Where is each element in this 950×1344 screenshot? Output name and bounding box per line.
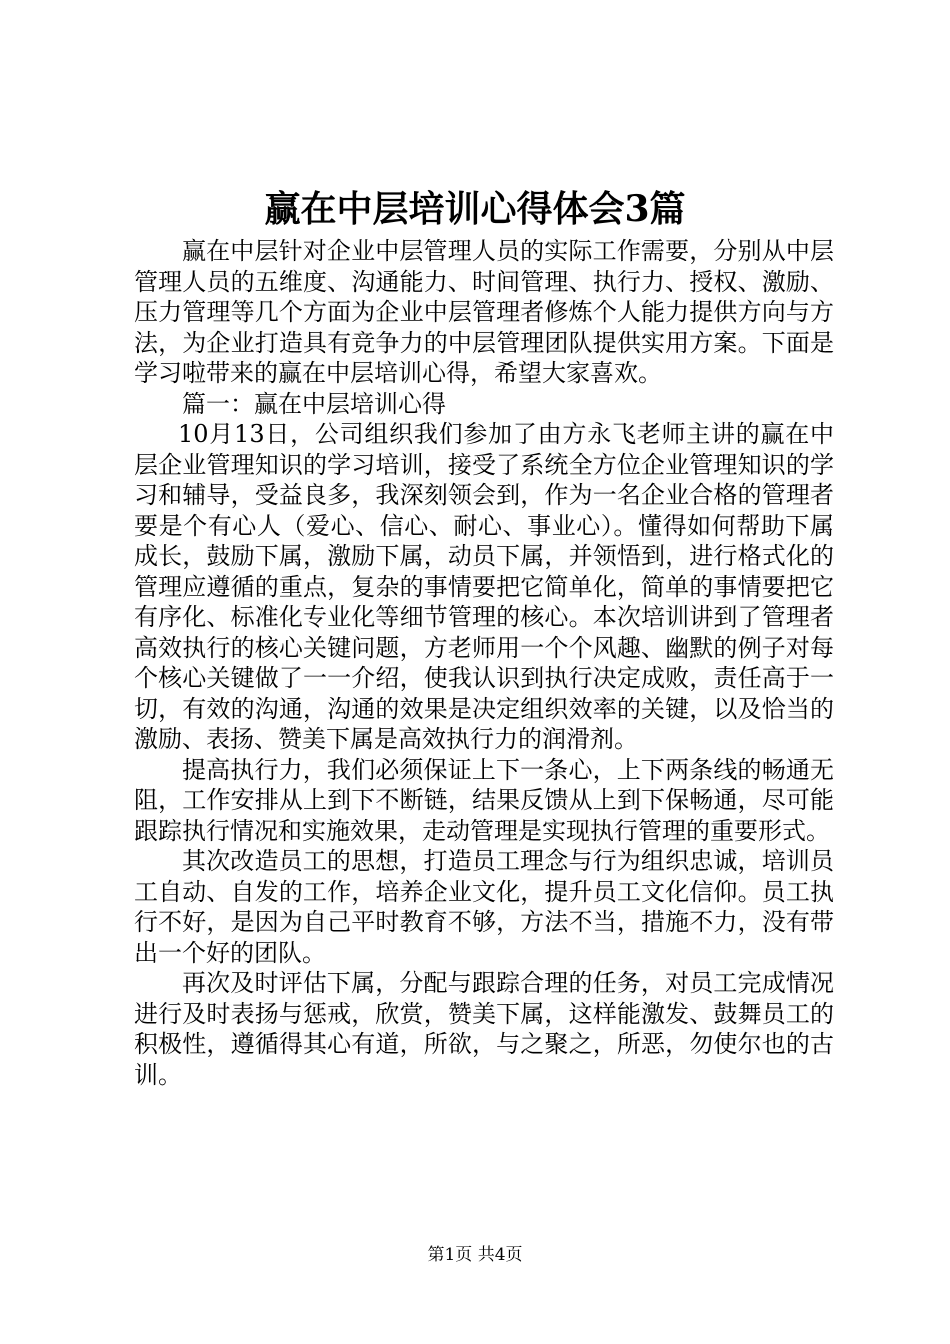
document-title: 赢在中层培训心得体会3篇: [264, 188, 686, 230]
document-body: [134, 236, 834, 1090]
body-paragraph: 提高执行力，我们必须保证上下一条心，上下两条线的畅通无阻，工作安排从上到下不断链，结果反馈从上到下保畅通，尽可能跟踪执行情况和实施效果，走动管理是实现执行管理的重要形式。: [134, 755, 834, 845]
body-paragraph: 10月13日，公司组织我们参加了由方永飞老师主讲的赢在中层企业管理知识的学习培训，接受了系统全方位企业管理知识的学习和辅导，受益良多，我深刻领会到，作为一名企业合格的管理者要是个有心人（爱心、信心、耐心、事业心）。懂得如何帮助下属成长，鼓励下属，激励下属，动员下属，并领悟到，进行格式化的管理应遵循的重点，复杂的事情要把它简单化，简单的事情要把它有序化、标准化专业化等细节管理的核心。本次培训讲到了管理者高效执行的核心关键问题，方老师用一个个风趣、幽默的例子对每个核心关键做了一一介绍，使我认识到执行决定成败，责任高于一切，有效的沟通，沟通的效果是决定组织效率的关键，以及恰当的激励、表扬、赞美下属是高效执行力的润滑剂。: [134, 420, 834, 753]
section-heading: 篇一：赢在中层培训心得: [182, 389, 446, 418]
body-paragraph: 其次改造员工的思想，打造员工理念与行为组织忠诚，培训员工自动、自发的工作，培养企业文化，提升员工文化信仰。员工执行不好，是因为自己平时教育不够，方法不当，措施不力，没有带出一个好的团队。: [134, 847, 834, 967]
body-paragraph: 再次及时评估下属，分配与跟踪合理的任务，对员工完成情况进行及时表扬与惩戒，欣赏，赞美下属，这样能激发、鼓舞员工的积极性，遵循得其心有道，所欲，与之聚之，所恶，勿使尔也的古训。: [134, 969, 834, 1089]
page-number-footer: 第1页 共4页: [427, 1245, 523, 1265]
intro-paragraph: 赢在中层针对企业中层管理人员的实际工作需要，分别从中层管理人员的五维度、沟通能力、时间管理、执行力、授权、激励、压力管理等几个方面为企业中层管理者修炼个人能力提供方向与方法，为企业打造具有竞争力的中层管理团队提供实用方案。下面是学习啦带来的赢在中层培训心得，希望大家喜欢。: [134, 237, 834, 387]
